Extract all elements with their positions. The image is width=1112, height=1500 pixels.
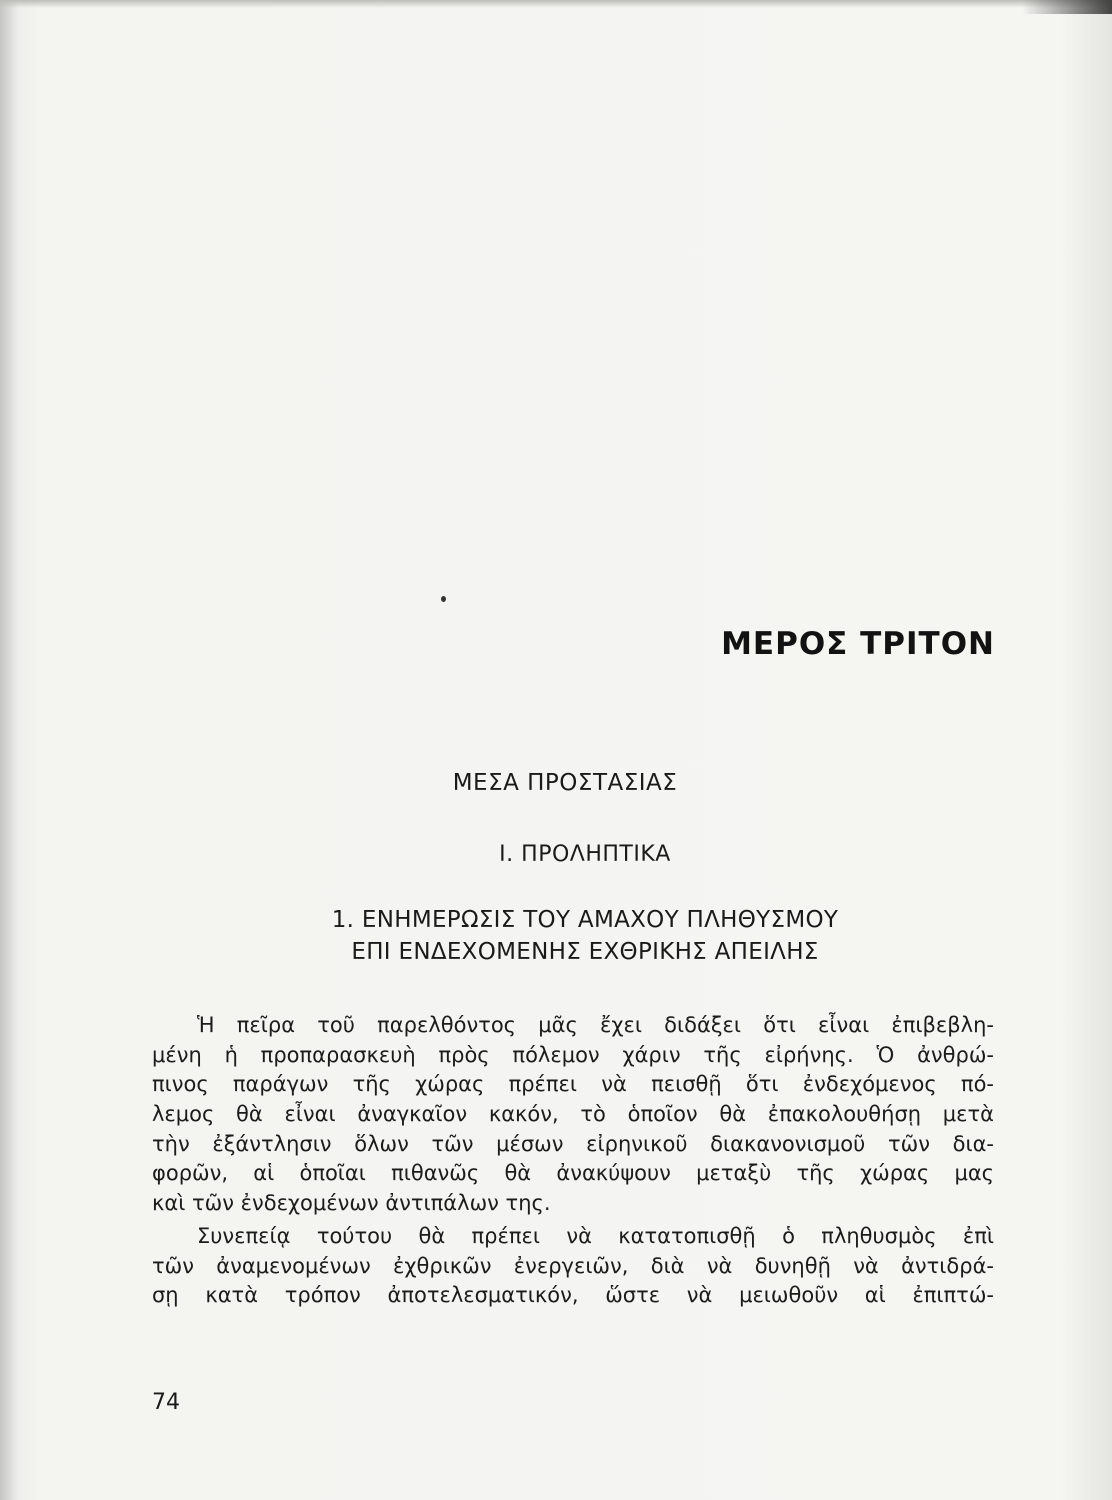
paragraph-1-line: μένη ἡ προπαρασκευὴ πρὸς πόλεμον χάριν τῆς εἰρήνης. Ὁ ἀνθρώ- (152, 1042, 994, 1067)
paragraph-1-line: Ἡ πεῖρα τοῦ παρελθόντος μᾶς ἔχει διδάξει ὅτι εἶναι ἐπιβεβλη- (197, 1013, 994, 1037)
chapter-heading (200, 904, 970, 968)
paragraph-2-line: τῶν ἀναμενομένων ἐχθρικῶν ἐνεργειῶν, διὰ νὰ δυνηθῇ νὰ ἀντιδρά- (152, 1253, 994, 1278)
page-number: 74 (152, 1390, 180, 1415)
binding-shadow (0, 0, 18, 1500)
paragraph-1-line: τὴν ἐξάντλησιν ὅλων τῶν μέσων εἰρηνικοῦ διακανονισμοῦ τῶν δια- (152, 1131, 994, 1156)
chapter-heading-line-2: ΕΠΙ ΕΝΔΕΧΟΜΕΝΗΣ ΕΧΘΡΙΚΗΣ ΑΠΕΙΛΗΣ (351, 939, 819, 965)
chapter-heading-line-1: 1. ΕΝΗΜΕΡΩΣΙΣ ΤΟΥ ΑΜΑΧΟΥ ΠΛΗΘΥΣΜΟΥ (331, 907, 839, 933)
paragraph-1-line: λεμος θὰ εἶναι ἀναγκαῖον κακόν, τὸ ὁποῖον θὰ ἐπακολουθήσῃ μετὰ (152, 1102, 994, 1127)
ink-speck (441, 596, 446, 602)
body-text (152, 1011, 994, 1311)
paragraph-1-line: πινος παράγων τῆς χώρας πρέπει νὰ πεισθῇ ὅτι ἐνδεχόμενος πό- (152, 1072, 994, 1097)
part-title: ΜΕΡΟΣ ΤΡΙΤΟΝ (721, 626, 995, 662)
section-title: ΜΕΣΑ ΠΡΟΣΤΑΣΙΑΣ (452, 770, 678, 796)
page-top-edge (0, 0, 1112, 8)
subsection-title: Ι. ΠΡΟΛΗΠΤΙΚΑ (499, 842, 671, 867)
paragraph-2-line: σῃ κατὰ τρόπον ἀποτελεσματικόν, ὥστε νὰ μειωθοῦν αἱ ἐπιπτώ- (152, 1283, 994, 1308)
page-corner-shadow (1022, 0, 1112, 14)
paragraph-1-line: καὶ τῶν ἐνδεχομένων ἀντιπάλων της. (152, 1191, 551, 1216)
paragraph-2-line: Συνεπείᾳ τούτου θὰ πρέπει νὰ κατατοπισθῇ ὁ πληθυσμὸς ἐπὶ (197, 1223, 994, 1248)
paragraph-1-line: φορῶν, αἱ ὁποῖαι πιθανῶς θὰ ἀνακύψουν μεταξὺ τῆς χώρας μας (152, 1161, 994, 1186)
